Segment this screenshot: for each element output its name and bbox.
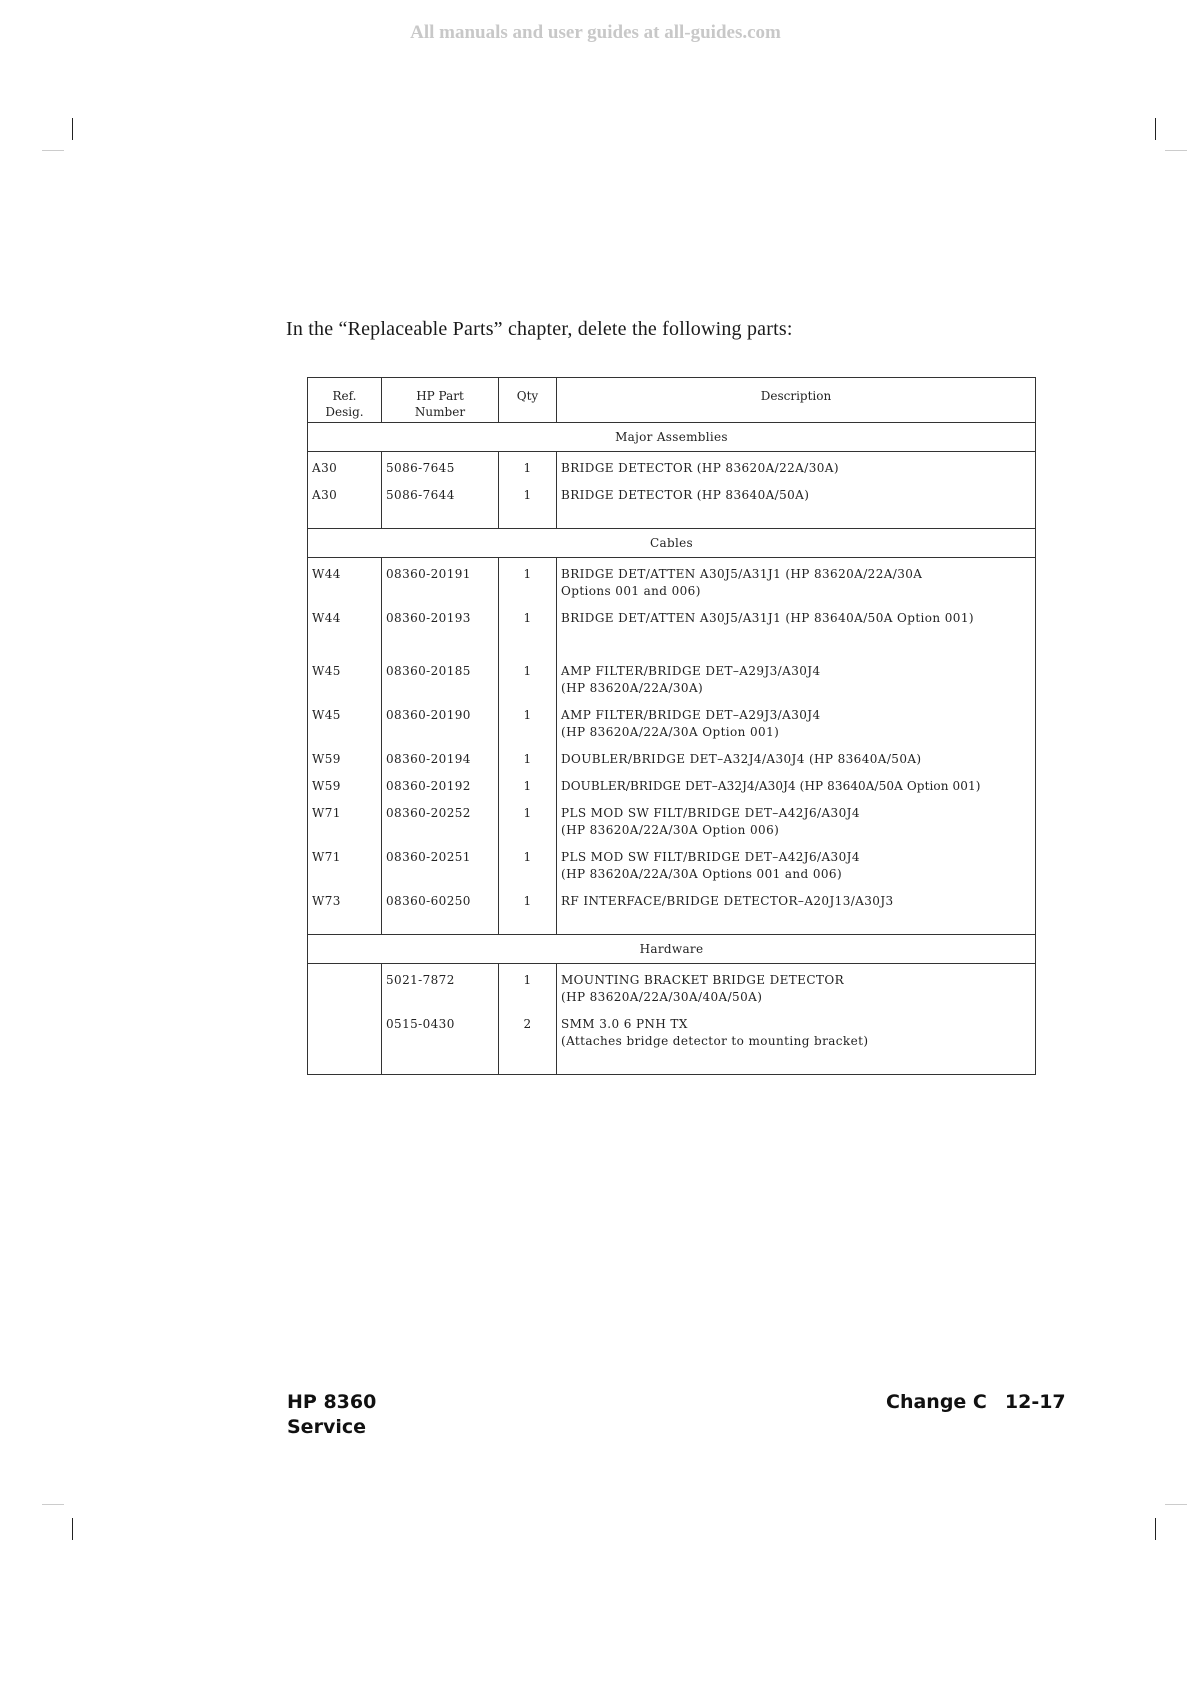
ref-desig: W44: [308, 558, 382, 603]
part-number: 08360-20191: [382, 558, 499, 603]
table-row: [308, 964, 1036, 1009]
crop-mark-top-left: [72, 118, 73, 140]
part-number: 08360-20192: [382, 770, 499, 797]
crop-mark-bottom-left-h: [42, 1504, 64, 1505]
header-ref-desig: Ref. Desig.: [308, 378, 382, 423]
parts-table-wrapper: [307, 377, 1035, 1075]
part-number: 5021-7872: [382, 964, 499, 1009]
crop-mark-top-right-h: [1165, 150, 1187, 151]
part-number: 0515-0430: [382, 1008, 499, 1052]
table-row: [308, 743, 1036, 770]
table-row: [308, 841, 1036, 885]
ref-desig: A30: [308, 479, 382, 506]
qty: 1: [499, 558, 557, 603]
ref-desig: W44: [308, 602, 382, 629]
description: BRIDGE DETECTOR (HP 83620A/22A/30A): [557, 452, 1036, 480]
ref-desig: W71: [308, 797, 382, 841]
part-number: 08360-60250: [382, 885, 499, 912]
table-row: [308, 797, 1036, 841]
header-description: Description: [557, 378, 1036, 423]
description: AMP FILTER/BRIDGE DET–A29J3/A30J4 (HP 83620A/22A/30A): [557, 655, 1036, 699]
crop-mark-bottom-right-h: [1165, 1504, 1187, 1505]
footer-change: Change C: [886, 1391, 987, 1413]
description: RF INTERFACE/BRIDGE DETECTOR–A20J13/A30J3: [557, 885, 1036, 912]
ref-desig: W59: [308, 743, 382, 770]
watermark: All manuals and user guides at all-guides.com: [410, 22, 781, 43]
qty: 1: [499, 841, 557, 885]
crop-mark-bottom-left: [72, 1518, 73, 1540]
qty: 1: [499, 770, 557, 797]
qty: 2: [499, 1008, 557, 1052]
qty: 1: [499, 797, 557, 841]
qty: 1: [499, 743, 557, 770]
qty: 1: [499, 479, 557, 506]
description: DOUBLER/BRIDGE DET–A32J4/A30J4 (HP 83640A/50A): [557, 743, 1036, 770]
qty: 1: [499, 602, 557, 629]
ref-desig: W73: [308, 885, 382, 912]
table-header-row: [308, 378, 1036, 423]
footer-page-number: 12-17: [1004, 1391, 1066, 1413]
qty: 1: [499, 885, 557, 912]
qty: 1: [499, 655, 557, 699]
description: AMP FILTER/BRIDGE DET–A29J3/A30J4 (HP 83620A/22A/30A Option 001): [557, 699, 1036, 743]
part-number: 08360-20185: [382, 655, 499, 699]
part-number: 08360-20190: [382, 699, 499, 743]
ref-desig: W45: [308, 699, 382, 743]
table-row: [308, 452, 1036, 480]
footer-right: [886, 1390, 1066, 1415]
intro-text: In the “Replaceable Parts” chapter, delete the following parts:: [286, 318, 793, 340]
description: PLS MOD SW FILT/BRIDGE DET–A42J6/A30J4 (HP 83620A/22A/30A Option 006): [557, 797, 1036, 841]
header-qty: Qty: [499, 378, 557, 423]
qty: 1: [499, 964, 557, 1009]
qty: 1: [499, 452, 557, 480]
ref-desig: W45: [308, 655, 382, 699]
section-title-major-assemblies: Major Assemblies: [308, 423, 1036, 452]
part-number: 08360-20194: [382, 743, 499, 770]
footer-left: [287, 1390, 376, 1440]
section-title-hardware: Hardware: [308, 935, 1036, 964]
description: BRIDGE DET/ATTEN A30J5/A31J1 (HP 83640A/50A Option 001): [557, 602, 1036, 629]
table-row: [308, 1008, 1036, 1052]
crop-mark-bottom-right: [1155, 1518, 1156, 1540]
table-row: [308, 479, 1036, 506]
table-row: [308, 770, 1036, 797]
part-number: 5086-7644: [382, 479, 499, 506]
footer-model: HP 8360: [287, 1391, 377, 1413]
part-number: 08360-20252: [382, 797, 499, 841]
header-hp-part-number: HP Part Number: [382, 378, 499, 423]
description: DOUBLER/BRIDGE DET–A32J4/A30J4 (HP 83640A/50A Option 001): [557, 770, 1036, 797]
description: MOUNTING BRACKET BRIDGE DETECTOR (HP 83620A/22A/30A/40A/50A): [557, 964, 1036, 1009]
part-number: 5086-7645: [382, 452, 499, 480]
description: BRIDGE DETECTOR (HP 83640A/50A): [557, 479, 1036, 506]
crop-mark-top-right: [1155, 118, 1156, 140]
ref-desig: A30: [308, 452, 382, 480]
ref-desig: W59: [308, 770, 382, 797]
table-row: [308, 655, 1036, 699]
table-row: [308, 602, 1036, 629]
table-row: [308, 699, 1036, 743]
qty: 1: [499, 699, 557, 743]
section-title-cables: Cables: [308, 529, 1036, 558]
parts-table: [307, 377, 1036, 1075]
part-number: 08360-20193: [382, 602, 499, 629]
description: PLS MOD SW FILT/BRIDGE DET–A42J6/A30J4 (HP 83620A/22A/30A Options 001 and 006): [557, 841, 1036, 885]
description: SMM 3.0 6 PNH TX (Attaches bridge detector to mounting bracket): [557, 1008, 1036, 1052]
ref-desig: [308, 1008, 382, 1052]
ref-desig: [308, 964, 382, 1009]
table-row: [308, 558, 1036, 603]
crop-mark-top-left-h: [42, 150, 64, 151]
description: BRIDGE DET/ATTEN A30J5/A31J1 (HP 83620A/22A/30A Options 001 and 006): [557, 558, 1036, 603]
ref-desig: W71: [308, 841, 382, 885]
footer-section: Service: [287, 1416, 366, 1438]
table-row: [308, 885, 1036, 912]
part-number: 08360-20251: [382, 841, 499, 885]
